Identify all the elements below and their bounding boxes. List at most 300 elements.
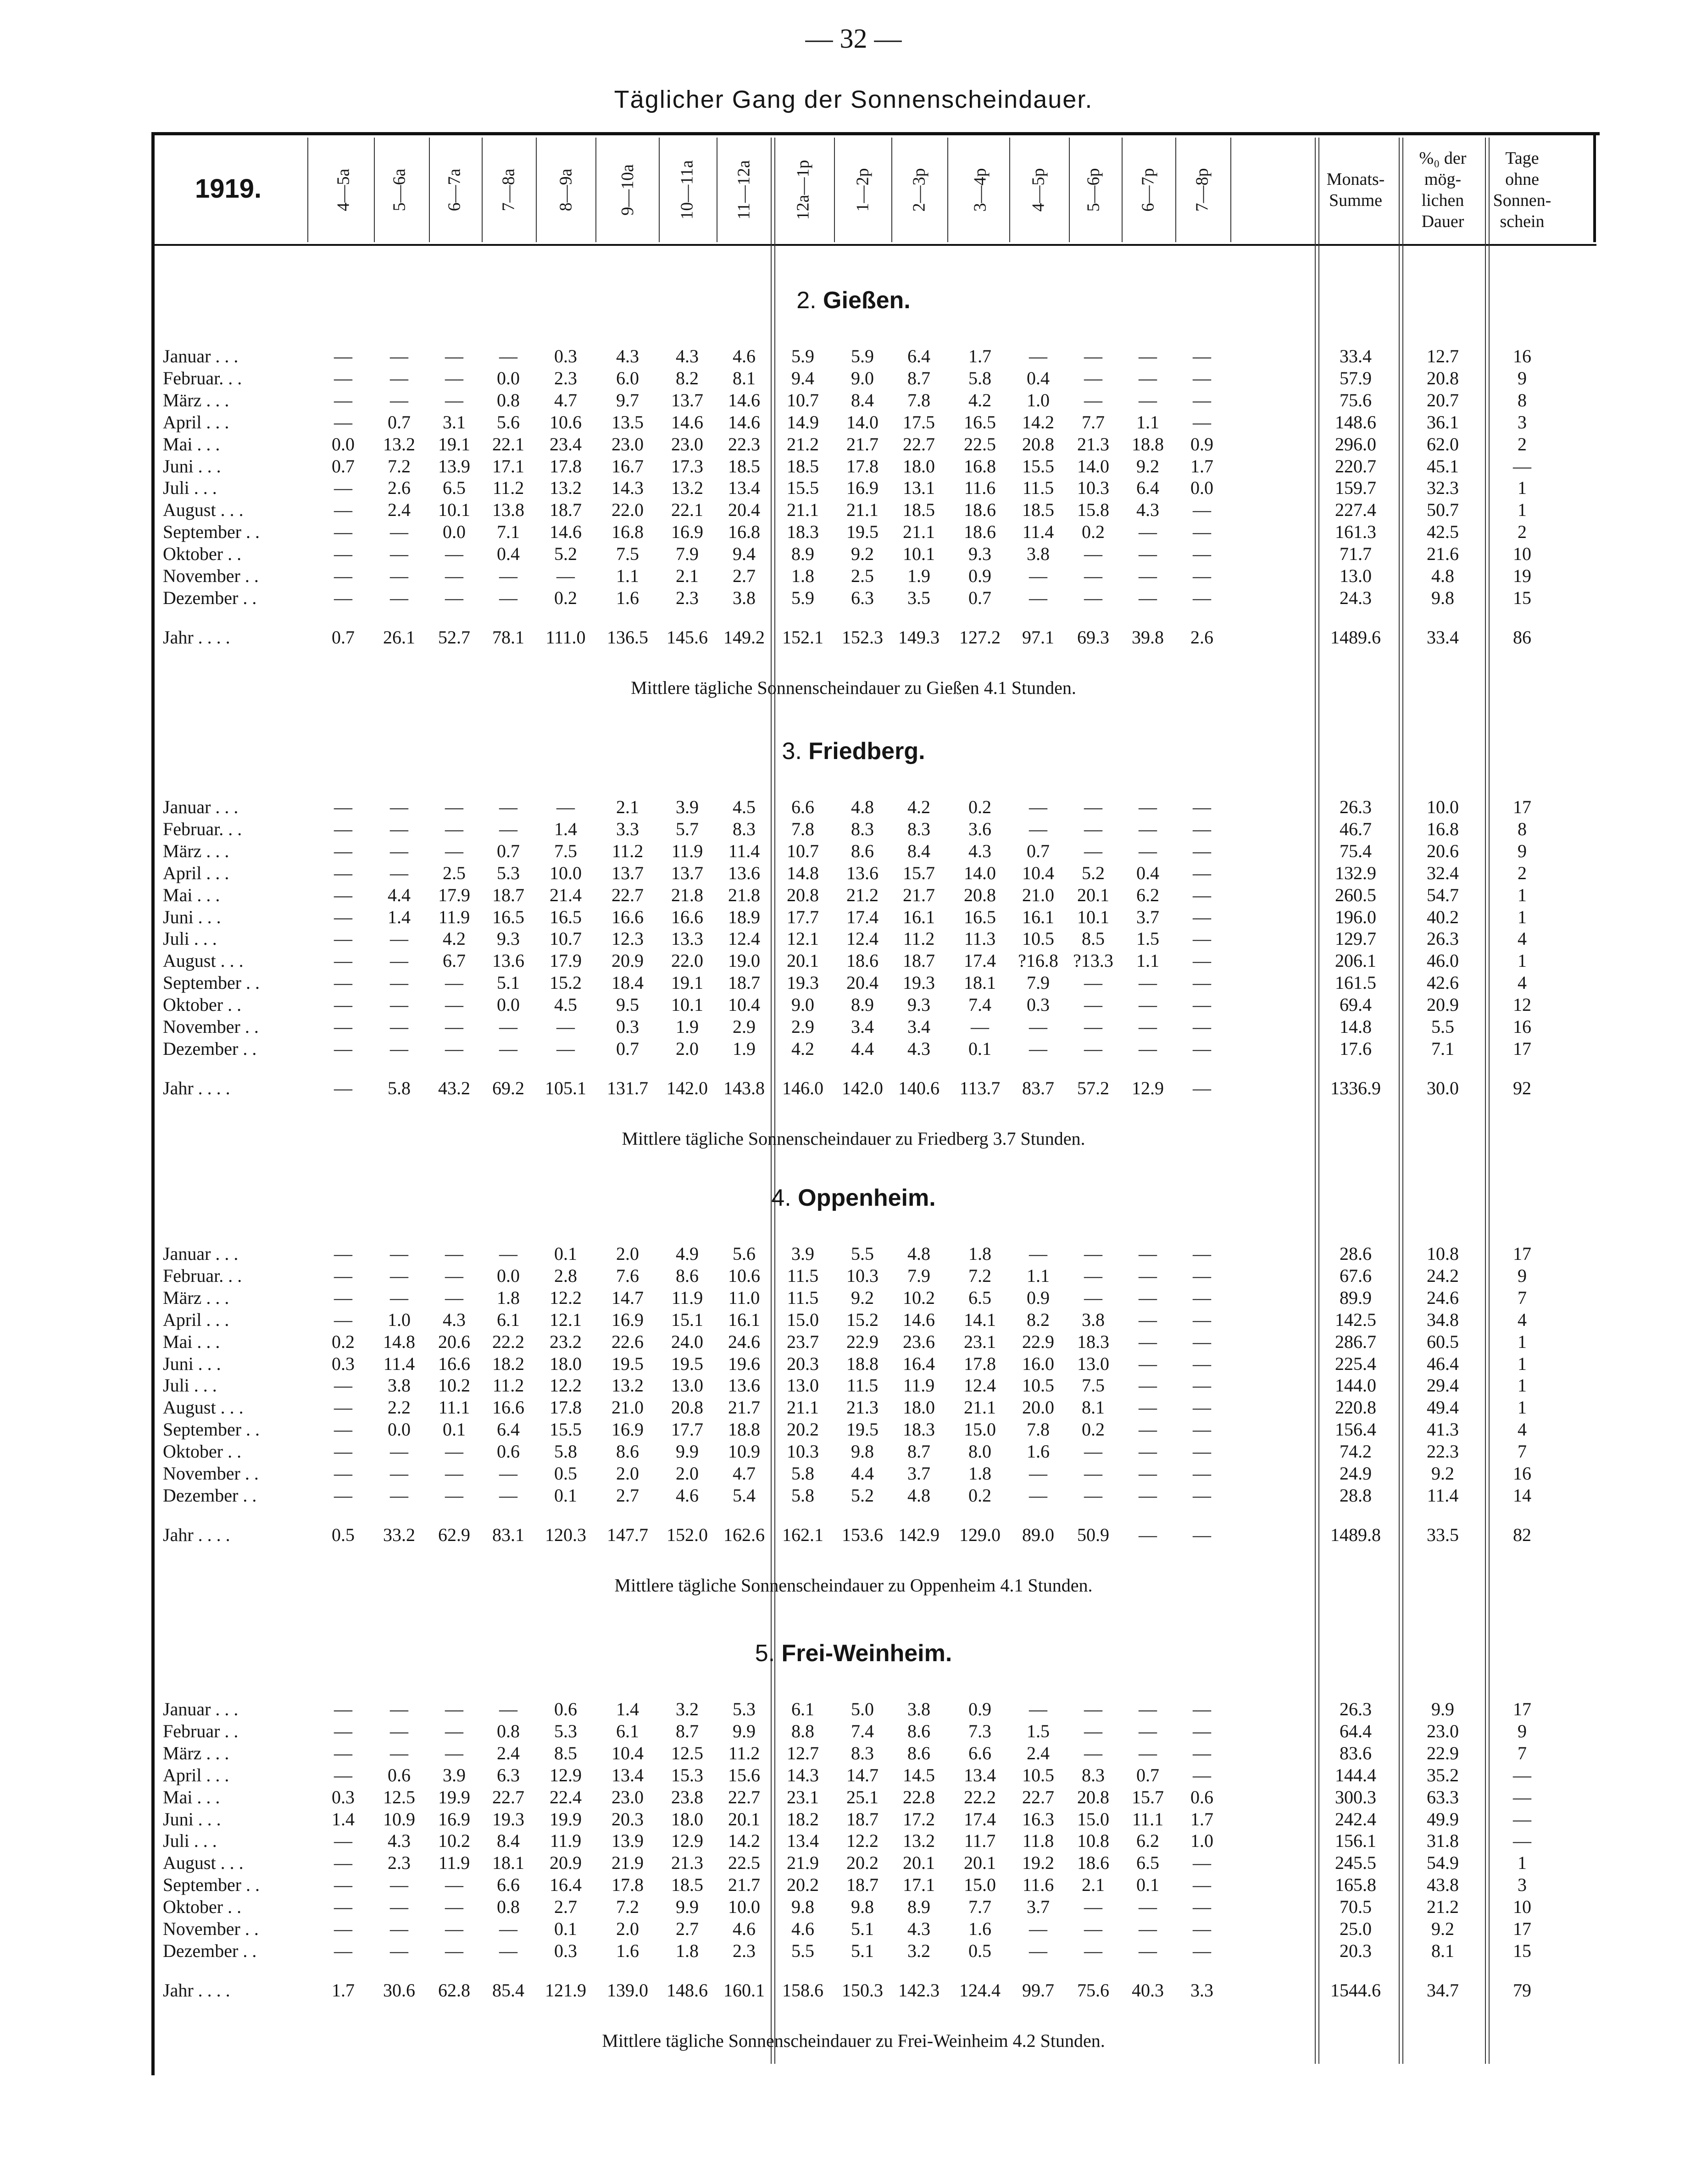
table-cell: — [1193, 1287, 1211, 1308]
table-cell: — [1029, 1699, 1047, 1719]
table-cell: 227.4 [1335, 499, 1376, 521]
table-cell: 11.1 [1132, 1808, 1164, 1829]
table-cell: — [1029, 1463, 1047, 1484]
table-cell: — [1193, 1419, 1211, 1440]
table-cell: — [1084, 1463, 1102, 1484]
table-cell: 18.6 [964, 499, 996, 521]
table-cell: 1.4 [554, 818, 577, 839]
table-row [0, 972, 1707, 994]
table-cell: 20.2 [787, 1874, 819, 1896]
table-cell: — [445, 346, 463, 366]
table-cell: 10.9 [728, 1441, 760, 1462]
table-cell: 52.7 [438, 626, 470, 648]
table-cell: 19.5 [612, 1353, 644, 1374]
table-cell: — [1193, 389, 1211, 410]
table-cell: 3.4 [907, 1016, 930, 1037]
table-cell: — [334, 1287, 352, 1308]
table-cell: 21.0 [612, 1397, 644, 1418]
table-cell: — [1193, 928, 1211, 949]
month-label: Januar . . . [163, 797, 239, 817]
table-row [0, 1397, 1707, 1419]
table-cell: 35.2 [1427, 1764, 1459, 1785]
table-cell: 46.4 [1427, 1353, 1459, 1374]
table-row [0, 1786, 1707, 1808]
table-cell: 16.5 [964, 906, 996, 927]
table-cell: 23.1 [787, 1786, 819, 1807]
table-cell: 11.9 [671, 840, 703, 861]
table-cell: — [1193, 1720, 1211, 1741]
table-cell: 13.0 [671, 1375, 703, 1396]
table-cell: 10.0 [550, 862, 582, 883]
station-name: Gießen. [823, 287, 911, 314]
table-cell: 3.2 [676, 1699, 699, 1719]
table-cell: 12.2 [550, 1375, 582, 1396]
table-row [0, 1764, 1707, 1786]
month-label: August . . . [163, 1397, 244, 1418]
table-cell: 26.1 [383, 626, 415, 648]
table-cell: 49.9 [1427, 1808, 1459, 1829]
table-cell: 12.3 [612, 928, 644, 949]
table-cell: — [1029, 797, 1047, 817]
table-cell: 3.3 [1190, 1979, 1213, 2001]
table-cell: — [1193, 1397, 1211, 1418]
table-cell: 10.6 [550, 411, 582, 432]
table-cell: — [499, 1485, 517, 1506]
table-cell: 0.7 [332, 626, 355, 648]
table-cell: — [334, 1038, 352, 1059]
table-cell: 8.6 [616, 1441, 639, 1462]
table-cell: — [445, 1940, 463, 1961]
table-cell: — [390, 1016, 408, 1037]
table-cell: 7.9 [676, 543, 699, 565]
table-cell: 8.3 [733, 818, 756, 839]
table-cell: — [1139, 1016, 1157, 1037]
table-row [0, 1485, 1707, 1507]
table-cell: 18.2 [492, 1353, 524, 1374]
table-cell: 127.2 [959, 626, 1001, 648]
table-cell: 28.6 [1340, 1243, 1372, 1264]
table-cell: 6.6 [497, 1874, 520, 1896]
column-header-label: 3—4p [970, 168, 990, 212]
table-cell: 17 [1513, 1699, 1531, 1719]
table-cell: — [1513, 1830, 1531, 1851]
table-cell: 10 [1513, 1896, 1531, 1918]
table-cell: 111.0 [545, 626, 586, 648]
table-cell: — [556, 565, 575, 586]
table-cell: 9.7 [616, 389, 639, 410]
table-cell: — [1139, 840, 1157, 861]
table-cell: — [390, 587, 408, 608]
table-cell: — [445, 840, 463, 861]
table-cell: — [1193, 587, 1211, 608]
table-cell: 20.1 [728, 1808, 760, 1829]
table-cell: 10.2 [903, 1287, 935, 1308]
table-cell: 5.3 [733, 1699, 756, 1719]
table-cell: 21.2 [1427, 1896, 1459, 1918]
table-cell: 18.0 [550, 1353, 582, 1374]
table-cell: — [1084, 346, 1102, 366]
table-cell: 14.6 [728, 411, 760, 432]
table-cell: 29.4 [1427, 1375, 1459, 1396]
table-cell: 0.1 [1136, 1874, 1159, 1896]
table-cell: 0.5 [332, 1524, 355, 1545]
month-label: März . . . [163, 389, 229, 410]
table-cell: 0.2 [1082, 521, 1105, 543]
table-cell: — [334, 1309, 352, 1330]
table-cell: 18.0 [671, 1808, 703, 1829]
table-cell: — [499, 1918, 517, 1939]
table-cell: 0.3 [554, 1940, 577, 1961]
month-label: April . . . [163, 1309, 229, 1330]
table-cell: — [1139, 1463, 1157, 1484]
table-cell: 148.6 [1335, 411, 1376, 432]
table-cell: 143.8 [723, 1077, 765, 1098]
table-cell: 14.8 [383, 1331, 415, 1352]
table-cell: — [971, 1016, 989, 1037]
table-cell: — [556, 1016, 575, 1037]
table-cell: 1.8 [968, 1243, 991, 1264]
table-cell: 9 [1518, 1265, 1527, 1286]
table-cell: 22.4 [550, 1786, 582, 1807]
summary-header-label: Tage ohne Sonnen- schein [1493, 149, 1551, 231]
table-cell: 10.3 [787, 1441, 819, 1462]
table-cell: — [334, 1243, 352, 1264]
table-cell: 7.8 [1027, 1419, 1050, 1440]
table-cell: 17.4 [964, 1808, 996, 1829]
month-label: Januar . . . [163, 1699, 239, 1719]
month-label: August . . . [163, 950, 244, 971]
table-cell: — [1139, 1309, 1157, 1330]
table-cell: 5.9 [791, 346, 814, 366]
table-row [0, 1830, 1707, 1852]
table-cell: — [334, 884, 352, 905]
table-cell: — [1193, 1874, 1211, 1896]
table-cell: 0.3 [332, 1786, 355, 1807]
column-header-label: 6—7p [1138, 168, 1157, 212]
table-cell: 46.7 [1340, 818, 1372, 839]
month-label: April . . . [163, 411, 229, 432]
table-cell: — [1029, 1485, 1047, 1506]
table-cell: — [445, 367, 463, 388]
month-label: März . . . [163, 1287, 229, 1308]
table-cell: — [1139, 1038, 1157, 1059]
table-cell: 4.3 [907, 1038, 930, 1059]
table-cell: 4.5 [733, 797, 756, 817]
header-bottom-rule [151, 244, 1596, 246]
table-cell: 11.5 [1022, 477, 1054, 499]
table-cell: 11.5 [846, 1375, 879, 1396]
table-cell: — [334, 1764, 352, 1785]
table-cell: — [1193, 818, 1211, 839]
table-cell: 16.5 [550, 906, 582, 927]
table-cell: 4.9 [676, 1243, 699, 1264]
section-note: Mittlere tägliche Sonnenscheindauer zu Oppenheim 4.1 Stunden. [614, 1574, 1093, 1596]
table-cell: 1.0 [1190, 1830, 1213, 1851]
table-cell: 3.9 [791, 1243, 814, 1264]
section-note: Mittlere tägliche Sonnenscheindauer zu Gießen 4.1 Stunden. [631, 677, 1076, 698]
table-cell: 0.7 [332, 455, 355, 477]
table-cell: 20.6 [438, 1331, 470, 1352]
table-row [0, 477, 1707, 499]
table-cell: 3.7 [1027, 1896, 1050, 1918]
table-cell: 4.8 [851, 797, 874, 817]
table-cell: 14.6 [903, 1309, 935, 1330]
month-label: Jahr . . . . [163, 626, 230, 648]
table-cell: 22.2 [964, 1786, 996, 1807]
table-cell: 13.1 [903, 477, 935, 499]
table-cell: — [1193, 1016, 1211, 1037]
table-cell: 13.6 [728, 862, 760, 883]
table-row [0, 389, 1707, 411]
table-cell: 4.8 [1431, 565, 1454, 586]
table-cell: 17.1 [492, 455, 524, 477]
table-cell: 1.6 [968, 1918, 991, 1939]
table-cell: 0.0 [497, 1265, 520, 1286]
table-cell: 19.1 [438, 433, 470, 455]
column-header-7—8p [1174, 138, 1229, 242]
table-row [0, 1742, 1707, 1764]
table-cell: 14.7 [846, 1764, 879, 1785]
table-cell: — [390, 1038, 408, 1059]
station-number: 2. [796, 287, 823, 314]
table-cell: 156.1 [1335, 1830, 1376, 1851]
table-cell: 7.6 [616, 1265, 639, 1286]
table-cell: 3.8 [1082, 1309, 1105, 1330]
table-cell: 12.4 [964, 1375, 996, 1396]
table-cell: 1.8 [497, 1287, 520, 1308]
table-cell: — [1139, 1940, 1157, 1961]
table-cell: 15.2 [550, 972, 582, 993]
table-cell: 0.0 [443, 521, 466, 543]
table-cell: — [1193, 994, 1211, 1015]
table-cell: 21.1 [903, 521, 935, 543]
table-cell: — [499, 1016, 517, 1037]
table-cell: 6.6 [968, 1742, 991, 1763]
table-cell: 10.0 [1427, 797, 1459, 817]
table-cell: — [1139, 389, 1157, 410]
table-cell: 6.4 [1136, 477, 1159, 499]
table-cell: 0.5 [968, 1940, 991, 1961]
table-row [0, 840, 1707, 862]
table-cell: 14 [1513, 1485, 1531, 1506]
table-cell: — [334, 1077, 352, 1098]
table-cell: 6.0 [616, 367, 639, 388]
column-header-label: 12a—1p [793, 160, 812, 220]
column-header-label: 4—5a [334, 168, 353, 211]
table-cell: 32.4 [1427, 862, 1459, 883]
table-cell: — [445, 1896, 463, 1918]
table-cell: — [390, 543, 408, 565]
table-cell: 1.7 [332, 1979, 355, 2001]
table-cell: — [1193, 1918, 1211, 1939]
month-label: November . . [163, 565, 259, 586]
table-cell: 18.4 [612, 972, 644, 993]
table-cell: 5.3 [497, 862, 520, 883]
table-row [0, 587, 1707, 609]
table-cell: 5.9 [851, 346, 874, 366]
table-cell: 15.7 [903, 862, 935, 883]
table-cell: 25.1 [846, 1786, 879, 1807]
table-cell: 13.6 [846, 862, 879, 883]
table-cell: 0.4 [497, 543, 520, 565]
table-cell: 2.3 [676, 587, 699, 608]
table-cell: 153.6 [842, 1524, 883, 1545]
table-cell: 62.0 [1427, 433, 1459, 455]
table-cell: 6.4 [907, 346, 930, 366]
table-cell: 286.7 [1335, 1331, 1376, 1352]
table-cell: 10.1 [671, 994, 703, 1015]
table-cell: 1544.6 [1330, 1979, 1381, 2001]
month-label: November . . [163, 1016, 259, 1037]
table-cell: 19.3 [787, 972, 819, 993]
month-label: Juli . . . [163, 1830, 217, 1851]
table-cell: 12 [1513, 994, 1531, 1015]
table-cell: 6.3 [497, 1764, 520, 1785]
table-cell: 10 [1513, 543, 1531, 565]
table-cell: 12.4 [728, 928, 760, 949]
table-cell: 8.3 [851, 818, 874, 839]
table-cell: 17.8 [612, 1874, 644, 1896]
table-cell: 162.1 [782, 1524, 823, 1545]
table-cell: — [334, 367, 352, 388]
table-cell: 17.6 [1340, 1038, 1372, 1059]
table-cell: 14.0 [1077, 455, 1109, 477]
table-cell: 220.8 [1335, 1397, 1376, 1418]
table-cell: — [499, 797, 517, 817]
table-cell: 0.4 [1136, 862, 1159, 883]
table-cell: 8.4 [851, 389, 874, 410]
table-cell: 132.9 [1335, 862, 1376, 883]
table-row [0, 411, 1707, 433]
table-cell: 4.3 [907, 1918, 930, 1939]
table-cell: — [1084, 587, 1102, 608]
table-cell: 2.7 [733, 565, 756, 586]
table-cell: 5.1 [851, 1918, 874, 1939]
table-cell: 160.1 [723, 1979, 765, 2001]
table-cell: 8.2 [1027, 1309, 1050, 1330]
column-header-label: 7—8p [1192, 168, 1212, 212]
table-cell: 15.6 [728, 1764, 760, 1785]
table-cell: 15.0 [964, 1419, 996, 1440]
table-cell: — [445, 389, 463, 410]
table-cell: 24.6 [728, 1331, 760, 1352]
table-cell: 13.9 [438, 455, 470, 477]
summary-header-label: Monats- Summe [1326, 170, 1385, 210]
table-cell: — [1139, 797, 1157, 817]
table-cell: 2.0 [676, 1463, 699, 1484]
table-cell: 6.1 [616, 1720, 639, 1741]
table-cell: 20.9 [550, 1852, 582, 1874]
section-note: Mittlere tägliche Sonnenscheindauer zu Friedberg 3.7 Stunden. [622, 1128, 1085, 1149]
table-cell: 7.3 [968, 1720, 991, 1741]
table-cell: — [334, 994, 352, 1015]
table-cell: 2.5 [443, 862, 466, 883]
table-cell: 14.3 [787, 1764, 819, 1785]
table-cell: 18.8 [1132, 433, 1164, 455]
table-cell: — [1193, 1764, 1211, 1785]
table-cell: — [1084, 1699, 1102, 1719]
table-cell: 11.6 [964, 477, 996, 499]
table-cell: 8.8 [791, 1720, 814, 1741]
table-cell: — [1193, 411, 1211, 432]
table-cell: — [1193, 1265, 1211, 1286]
table-cell: 11.2 [492, 1375, 524, 1396]
table-cell: 4.2 [791, 1038, 814, 1059]
table-cell: 13.4 [728, 477, 760, 499]
table-cell: — [1139, 1287, 1157, 1308]
table-cell: 3 [1518, 1874, 1527, 1896]
table-cell: 11.0 [728, 1287, 760, 1308]
table-cell: 6.1 [497, 1309, 520, 1330]
month-label: Februar. . . [163, 818, 242, 839]
table-cell: 12.1 [550, 1309, 582, 1330]
table-cell: 220.7 [1335, 455, 1376, 477]
table-cell: 10.1 [438, 499, 470, 521]
table-cell: 22.3 [1427, 1441, 1459, 1462]
table-cell: 142.0 [667, 1077, 708, 1098]
table-cell: 142.3 [898, 1979, 940, 2001]
table-cell: — [1193, 1940, 1211, 1961]
table-cell: 0.1 [554, 1918, 577, 1939]
table-cell: 15.8 [1077, 499, 1109, 521]
table-cell: 5.8 [791, 1463, 814, 1484]
table-cell: — [499, 1038, 517, 1059]
table-row [0, 1441, 1707, 1463]
table-cell: 4.7 [554, 389, 577, 410]
table-cell: 14.3 [612, 477, 644, 499]
table-cell: 25.0 [1340, 1918, 1372, 1939]
table-cell: — [334, 797, 352, 817]
table-cell: 3.1 [443, 411, 466, 432]
table-cell: 13.7 [671, 389, 703, 410]
table-cell: 144.0 [1335, 1375, 1376, 1396]
table-cell: — [1084, 1287, 1102, 1308]
table-cell: 22.2 [492, 1331, 524, 1352]
table-cell: — [1084, 1016, 1102, 1037]
table-cell: — [1139, 367, 1157, 388]
table-cell: 0.2 [554, 587, 577, 608]
table-cell: 3.4 [851, 1016, 874, 1037]
year-total-row [0, 1979, 1707, 2001]
table-cell: 1336.9 [1330, 1077, 1381, 1098]
column-header-4—5a [316, 138, 371, 242]
table-cell: 20.9 [1427, 994, 1459, 1015]
table-cell: 0.7 [1027, 840, 1050, 861]
column-header-9—10a [600, 138, 655, 242]
table-cell: — [334, 1830, 352, 1851]
table-cell: — [334, 1742, 352, 1763]
table-cell: 1 [1518, 906, 1527, 927]
table-cell: — [390, 367, 408, 388]
table-cell: 161.5 [1335, 972, 1376, 993]
table-cell: — [334, 862, 352, 883]
table-cell: 13.2 [903, 1830, 935, 1851]
table-cell: 16.8 [728, 521, 760, 543]
table-cell: 2.0 [616, 1918, 639, 1939]
table-cell: — [556, 1038, 575, 1059]
table-cell: — [390, 994, 408, 1015]
table-cell: ?16.8 [1018, 950, 1058, 971]
table-cell: 3.6 [968, 818, 991, 839]
table-cell: 7.4 [968, 994, 991, 1015]
table-cell: 2.7 [676, 1918, 699, 1939]
table-cell: — [334, 1918, 352, 1939]
page-title: Täglicher Gang der Sonnenscheindauer. [614, 86, 1093, 113]
table-cell: 140.6 [898, 1077, 940, 1098]
table-cell: 21.9 [787, 1852, 819, 1874]
table-cell: 97.1 [1022, 626, 1054, 648]
table-cell: — [445, 994, 463, 1015]
